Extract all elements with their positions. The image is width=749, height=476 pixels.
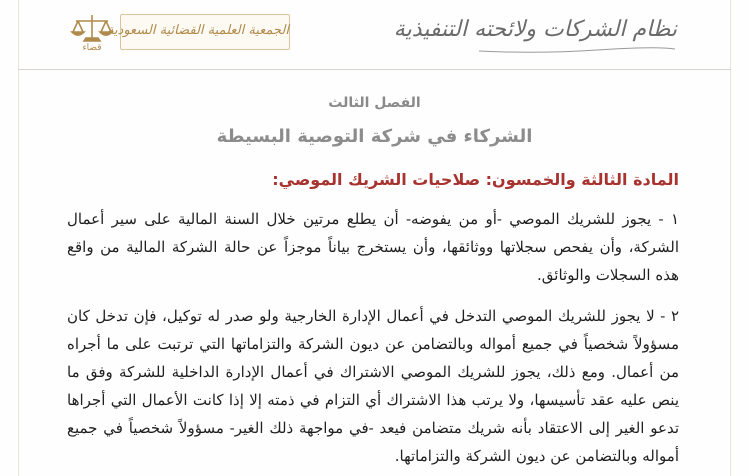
title-flourish (477, 45, 677, 55)
logo-caption: قضاء (82, 43, 102, 53)
header-divider (18, 69, 731, 70)
chapter-title: الشركاء في شركة التوصية البسيطة (216, 126, 533, 147)
association-name: الجمعية العلمية القضائية السعودية (106, 23, 289, 38)
association-name-box (106, 14, 290, 50)
article-paragraph-1: ١ - يجوز للشريك الموصي -أو من يفوضه- أن يطلع مرتين خلال السنة المالية على سير أعمال الشركة، وأن يفحص سجلاتها ووثائقها، وأن يستخرج بياناً موجزاً عن حالة الشركة المالية من واقع هذه السجلات والوثائق. (67, 210, 679, 284)
article-heading: المادة الثالثة والخمسون: صلاحيات الشريك الموصي: (272, 170, 679, 189)
book-title: نظام الشركات ولائحته التنفيذية (393, 17, 677, 42)
page-header (0, 0, 749, 70)
left-margin-rule (18, 0, 19, 476)
right-margin-rule (730, 0, 731, 476)
article-paragraph-2: ٢ - لا يجوز للشريك الموصي التدخل في أعمال الإدارة الخارجية ولو صدر له توكيل، فإن تدخل كان مسؤولاً شخصياً في جميع أمواله وبالتضامن عن ديون الشركة والتزاماتها التي ترتبت على ما أجراه من أعمال. ومع ذلك، يجوز للشريك الموصي الاشتراك في أعمال الإدارة الداخلية للشركة وفق ما ينص عليه عقد تأسيسها، ولا يرتب هذا الاشتراك أي التزام في ذمته إلا إذا كانت الأعمال التي أجراها تدعو الغير إلى الاعتقاد بأنه شريك متضامن فيعد -في مواجهة ذلك الغير- مسؤولاً شخصياً في جميع أمواله وبالتضامن عن ديون الشركة والتزاماتها. (67, 307, 679, 465)
chapter-label: الفصل الثالث (328, 95, 421, 111)
